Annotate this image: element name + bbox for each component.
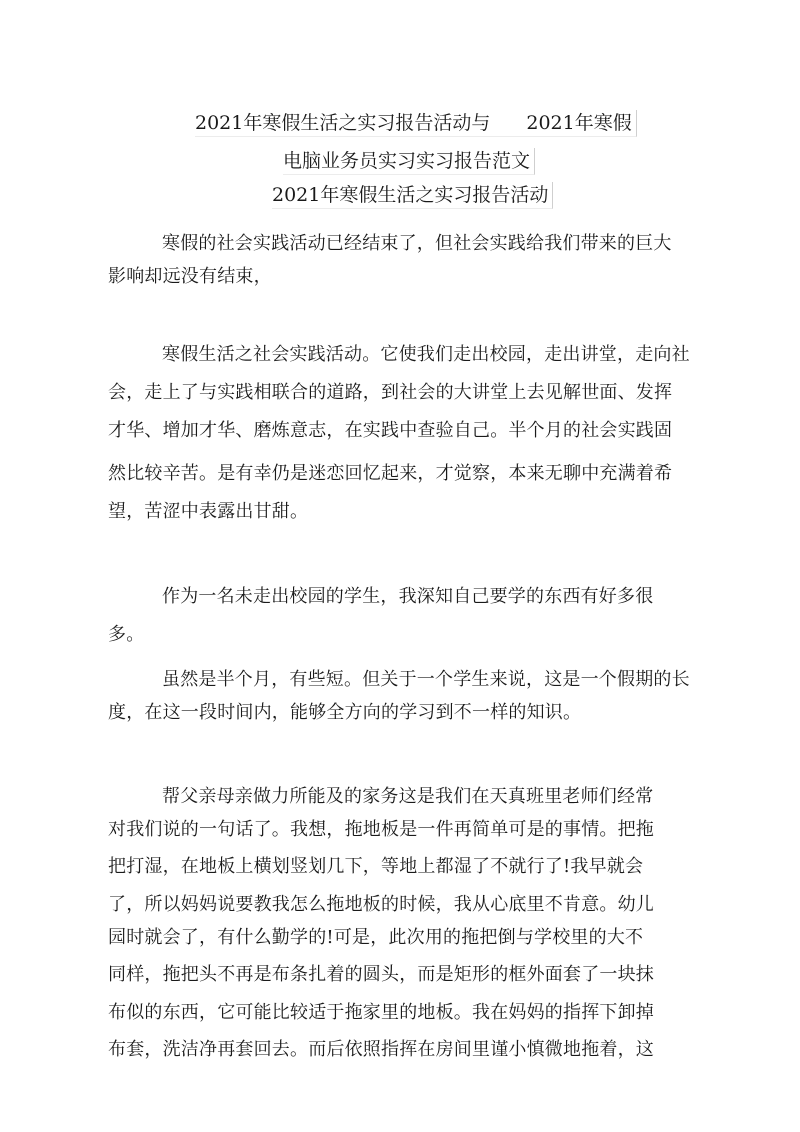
paragraph-2-line-2: 会，走上了与实践相联合的道路，到社会的大讲堂上去见解世面、发挥	[108, 382, 673, 403]
paragraph-2-line-3: 才华、增加才华、磨炼意志，在实践中查验自己。半个月的社会实践固	[108, 420, 673, 441]
paragraph-3-line-1: 作为一名未走出校园的学生，我深知自己要学的东西有好多很	[162, 586, 654, 607]
paragraph-2-line-4: 然比较辛苦。是有幸仍是迷恋回忆起来，才觉察，本来无聊中充满着希	[108, 463, 673, 484]
paragraph-5-line-3: 把打湿，在地板上横划竖划几下，等地上都湿了不就行了!我早就会	[108, 856, 644, 877]
title-line-3-text: 2021年寒假生活之实习报告活动	[272, 184, 549, 206]
title-line-1	[195, 110, 637, 137]
title-line-3	[272, 182, 553, 209]
title-line-2	[283, 148, 535, 175]
paragraph-5-line-2: 对我们说的一句话了。我想，拖地板是一件再简单可是的事情。把拖	[108, 819, 654, 840]
paragraph-5-line-6: 同样，拖把头不再是布条扎着的圆头，而是矩形的框外面套了一块抹	[108, 964, 654, 985]
paragraph-1-line-1: 寒假的社会实践活动已经结束了，但社会实践给我们带来的巨大	[162, 233, 672, 254]
paragraph-2-line-1: 寒假生活之社会实践活动。它使我们走出校园，走出讲堂，走向社	[162, 344, 690, 365]
paragraph-4-line-2: 度，在这一段时间内，能够全方向的学习到不一样的知识。	[108, 702, 582, 723]
paragraph-1-line-2: 影响却远没有结束，	[108, 266, 272, 287]
paragraph-5-line-7: 布似的东西，它可能比较适于拖家里的地板。我在妈妈的指挥下卸掉	[108, 1002, 654, 1023]
paragraph-3-line-2: 多。	[108, 624, 145, 645]
paragraph-5-line-5: 园时就会了，有什么勤学的!可是，此次用的拖把倒与学校里的大不	[108, 927, 644, 948]
title-line-2-text: 电脑业务员实习实习报告范文	[283, 150, 531, 172]
paragraph-5-line-1: 帮父亲母亲做力所能及的家务这是我们在天真班里老师们经常	[162, 786, 654, 807]
paragraph-2-line-5: 望，苦涩中表露出甘甜。	[108, 501, 309, 522]
paragraph-5-line-8: 布套，洗洁净再套回去。而后依照指挥在房间里谨小慎微地拖着，这	[108, 1039, 654, 1060]
paragraph-5-line-4: 了，所以妈妈说要教我怎么拖地板的时候，我从心底里不肯意。幼儿	[108, 894, 654, 915]
title-line-1-part-a: 2021年寒假生活之实习报告活动与	[195, 112, 491, 134]
paragraph-4-line-1: 虽然是半个月，有些短。但关于一个学生来说，这是一个假期的长	[162, 669, 690, 690]
title-line-1-part-b: 2021年寒假	[526, 112, 632, 134]
